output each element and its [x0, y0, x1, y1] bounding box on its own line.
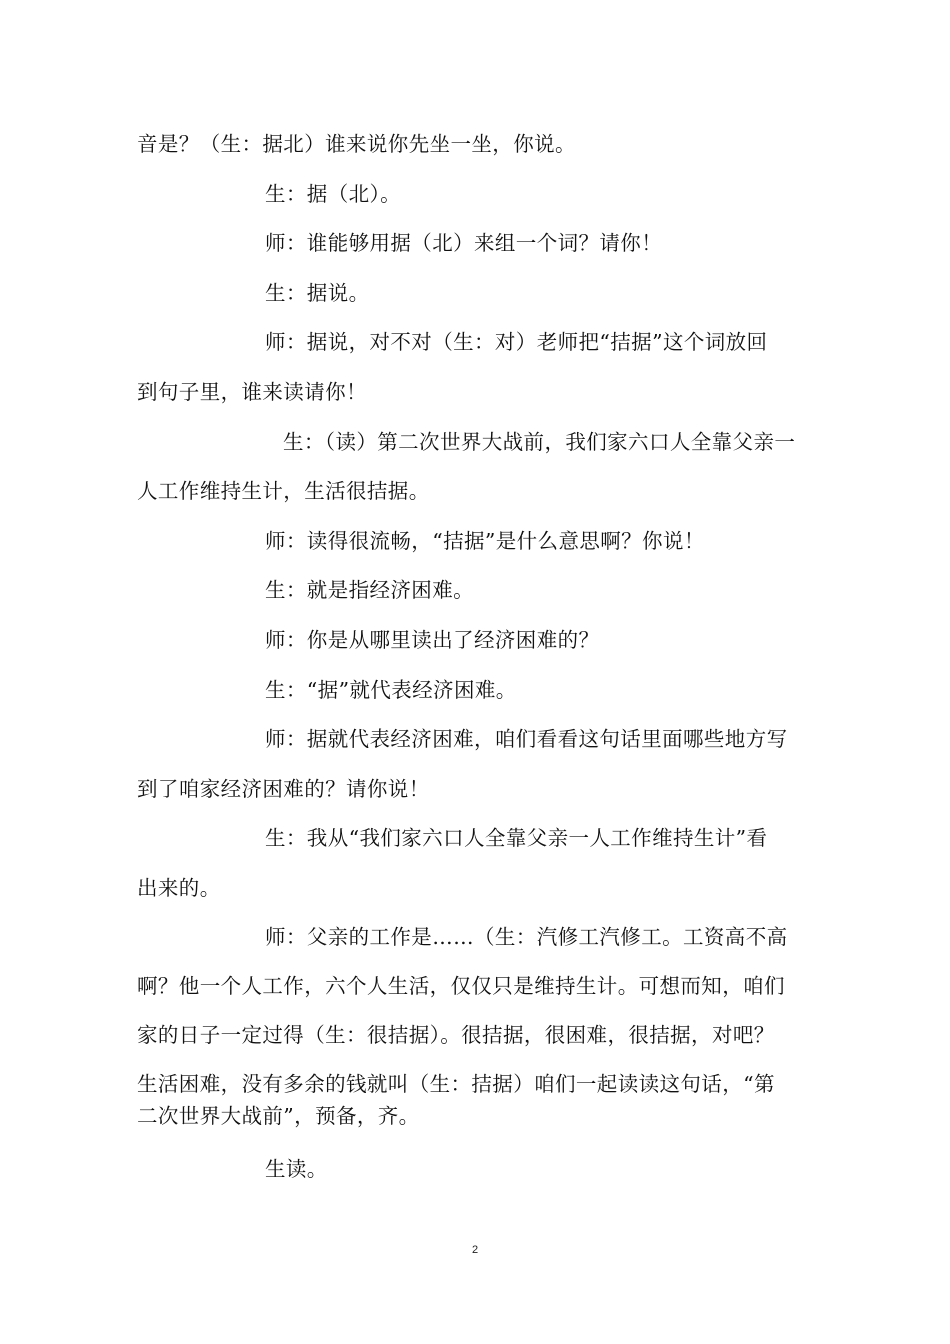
text-line: 出来的。: [137, 876, 221, 900]
text-line: 家的日子一定过得（生：很拮据）。很拮据，很困难，很拮据，对吧？: [137, 1023, 775, 1047]
text-line: 生：我从“我们家六口人全靠父亲一人工作维持生计”看: [265, 826, 768, 850]
text-line: 生：就是指经济困难。: [265, 578, 474, 602]
text-line: 师：据就代表经济困难，咱们看看这句话里面哪些地方写: [265, 727, 788, 751]
text-line: 师：父亲的工作是……（生：汽修工汽修工。工资高不高: [265, 925, 788, 949]
text-line: 生：据（北）。: [265, 182, 402, 206]
text-line: 生：据说。: [265, 281, 370, 305]
text-line: 生：（读）第二次世界大战前，我们家六口人全靠父亲一: [283, 430, 796, 454]
text-line: 师：谁能够用据（北）来组一个词？请你！: [265, 231, 663, 255]
page-number: 2: [471, 1244, 479, 1256]
text-line: 音是？（生：据北）谁来说你先坐一坐，你说。: [137, 132, 576, 156]
text-line: 二次世界大战前”，预备，齐。: [137, 1104, 420, 1128]
text-line: 师：读得很流畅，“拮据”是什么意思啊？你说！: [265, 529, 705, 553]
text-line: 人工作维持生计，生活很拮据。: [137, 479, 430, 503]
text-line: 啊？他一个人工作，六个人生活，仅仅只是维持生计。可想而知，咱们: [137, 974, 785, 998]
text-line: 生活困难，没有多余的钱就叫（生：拮据）咱们一起读读这句话，“第: [137, 1072, 775, 1096]
text-line: 师：你是从哪里读出了经济困难的？: [265, 628, 600, 652]
text-line: 生：“据”就代表经济困难。: [265, 678, 517, 702]
text-line: 到了咱家经济困难的？请你说！: [137, 777, 430, 801]
text-line: 师：据说，对不对（生：对）老师把“拮据”这个词放回: [265, 330, 768, 354]
text-line: 到句子里，谁来读请你！: [137, 380, 367, 404]
text-line: 生读。: [265, 1157, 328, 1181]
